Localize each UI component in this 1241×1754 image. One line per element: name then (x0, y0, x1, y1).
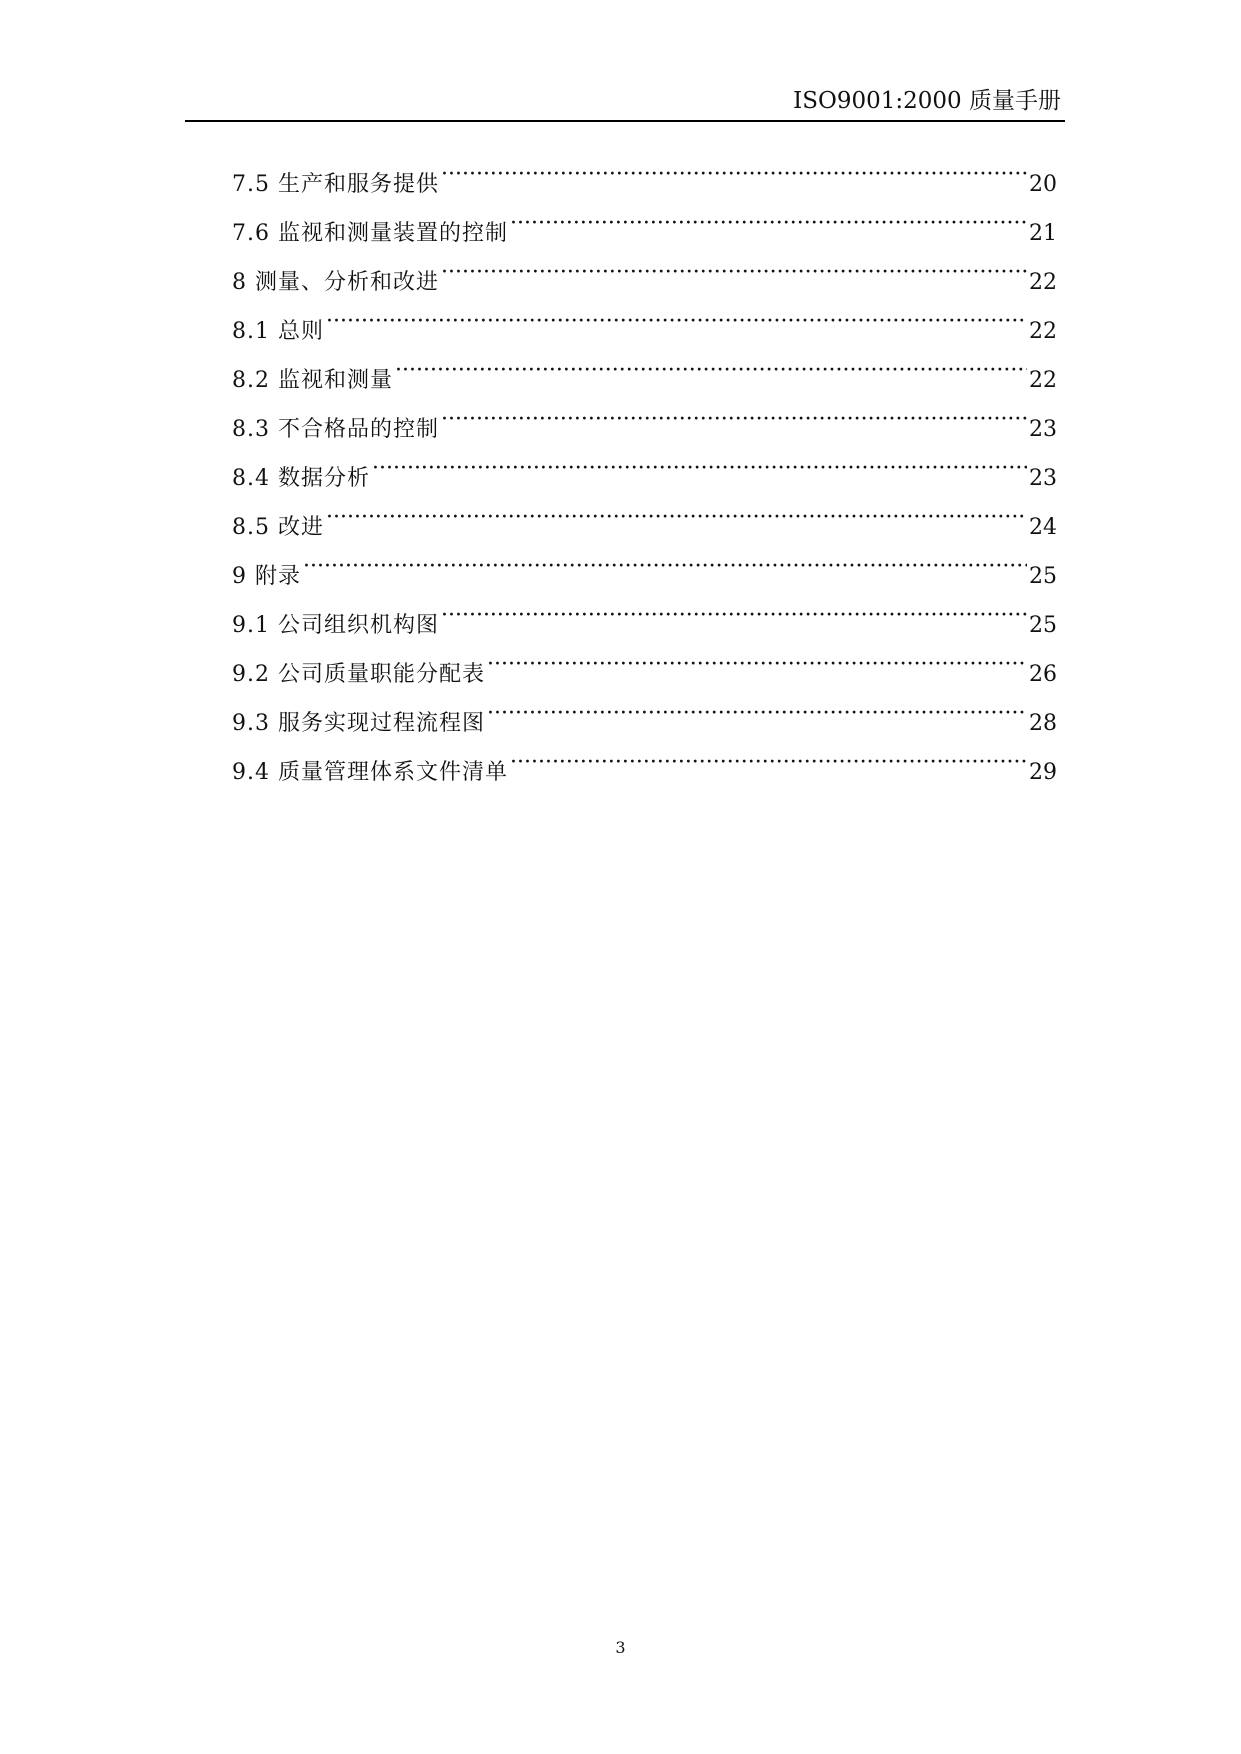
toc-entry[interactable] (232, 502, 1057, 551)
toc-entry-label: 9.1 公司组织机构图 (232, 613, 439, 638)
toc-entry-page: 28 (1029, 711, 1057, 736)
toc-dot-leader (441, 404, 1027, 436)
toc-entry-label: 8.1 总则 (232, 319, 324, 344)
toc-entry-page: 29 (1029, 760, 1057, 785)
toc-entry[interactable] (232, 355, 1057, 404)
toc-entry[interactable] (232, 257, 1057, 306)
toc-dot-leader (303, 551, 1027, 583)
toc-entry-label: 8.3 不合格品的控制 (232, 417, 439, 442)
toc-entry[interactable] (232, 404, 1057, 453)
toc-entry-label: 9.3 服务实现过程流程图 (232, 711, 485, 736)
toc-entry-label: 9.2 公司质量职能分配表 (232, 662, 485, 687)
toc-dot-leader (441, 257, 1027, 289)
toc-entry[interactable] (232, 698, 1057, 747)
toc-entry-page: 21 (1029, 221, 1057, 246)
toc-entry[interactable] (232, 453, 1057, 502)
toc-entry-page: 22 (1029, 270, 1057, 295)
toc-dot-leader (510, 747, 1027, 779)
toc-dot-leader (441, 159, 1027, 191)
toc-entry-page: 24 (1029, 515, 1057, 540)
toc-entry-page: 23 (1029, 466, 1057, 491)
toc-dot-leader (441, 600, 1027, 632)
toc-entry-label: 8.2 监视和测量 (232, 368, 393, 393)
toc-entry[interactable] (232, 747, 1057, 796)
toc-entry-label: 8.4 数据分析 (232, 466, 370, 491)
page-number: 3 (615, 1638, 626, 1657)
header-title: ISO9001:2000 质量手册 (793, 88, 1061, 114)
toc-entry-label: 8.5 改进 (232, 515, 324, 540)
toc-dot-leader (372, 453, 1027, 485)
toc-entry-label: 9 附录 (232, 564, 301, 589)
toc-entry[interactable] (232, 306, 1057, 355)
toc-entry-label: 9.4 质量管理体系文件清单 (232, 760, 508, 785)
toc-entry[interactable] (232, 208, 1057, 257)
toc-entry-page: 22 (1029, 368, 1057, 393)
toc-entry-page: 22 (1029, 319, 1057, 344)
toc-entry[interactable] (232, 551, 1057, 600)
toc-entry-page: 23 (1029, 417, 1057, 442)
toc-dot-leader (326, 502, 1027, 534)
toc-entry[interactable] (232, 649, 1057, 698)
table-of-contents (232, 159, 1057, 796)
toc-entry[interactable] (232, 159, 1057, 208)
toc-dot-leader (487, 698, 1027, 730)
toc-entry-page: 25 (1029, 613, 1057, 638)
page-header (185, 84, 1065, 122)
toc-entry-label: 8 测量、分析和改进 (232, 270, 439, 295)
toc-dot-leader (510, 208, 1027, 240)
toc-dot-leader (326, 306, 1027, 338)
toc-entry-page: 20 (1029, 172, 1057, 197)
toc-entry-label: 7.6 监视和测量装置的控制 (232, 221, 508, 246)
toc-entry[interactable] (232, 600, 1057, 649)
toc-entry-label: 7.5 生产和服务提供 (232, 172, 439, 197)
toc-entry-page: 26 (1029, 662, 1057, 687)
toc-dot-leader (395, 355, 1027, 387)
toc-dot-leader (487, 649, 1027, 681)
toc-entry-page: 25 (1029, 564, 1057, 589)
